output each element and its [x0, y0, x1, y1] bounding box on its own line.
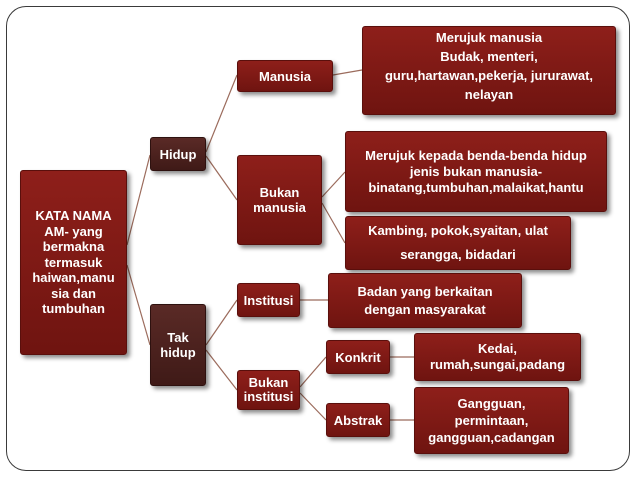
node-bukan-institusi: Bukan institusi	[237, 370, 300, 410]
node-konkrit: Konkrit	[326, 340, 390, 374]
connector-tak-hidup-bukan-institusi	[206, 350, 237, 390]
node-bukan-manusia: Bukan manusia	[237, 155, 322, 245]
connector-hidup-bukan-manusia	[206, 156, 237, 200]
node-root-kata-nama-am: KATA NAMA AM- yang bermakna termasuk haiwan,manu sia dan tumbuhan	[20, 170, 127, 355]
node-tak-hidup: Tak hidup	[150, 304, 206, 386]
connector-manusia-leaf	[333, 70, 362, 75]
leaf-bukan-manusia-definition: Merujuk kepada benda-benda hidup jenis bukan manusia- binatang,tumbuhan,malaikat,hantu	[345, 131, 607, 212]
connector-bukan-institusi-abstrak	[300, 393, 326, 420]
connector-hidup-manusia	[206, 75, 237, 152]
node-hidup: Hidup	[150, 137, 206, 171]
leaf-bukan-manusia-examples: Kambing, pokok,syaitan, ulat serangga, bidadari	[345, 216, 571, 270]
node-institusi: Institusi	[237, 283, 300, 317]
node-manusia: Manusia	[237, 60, 333, 92]
leaf-manusia-examples: Merujuk manusia Budak, menteri, guru,hartawan,pekerja, jururawat, nelayan	[362, 26, 616, 115]
connector-tak-hidup-institusi	[206, 300, 237, 345]
leaf-abstrak-examples: Gangguan, permintaan, gangguan,cadangan	[414, 387, 569, 454]
leaf-institusi-definition: Badan yang berkaitan dengan masyarakat	[328, 273, 522, 328]
connector-root-tak-hidup	[127, 265, 150, 345]
node-abstrak: Abstrak	[326, 403, 390, 437]
connector-root-hidup	[127, 155, 150, 245]
connector-bukan-manusia-leaf1	[322, 172, 345, 197]
connector-bukan-manusia-leaf2	[322, 203, 345, 243]
leaf-konkrit-examples: Kedai, rumah,sungai,padang	[414, 333, 581, 381]
connector-bukan-institusi-konkrit	[300, 357, 326, 387]
